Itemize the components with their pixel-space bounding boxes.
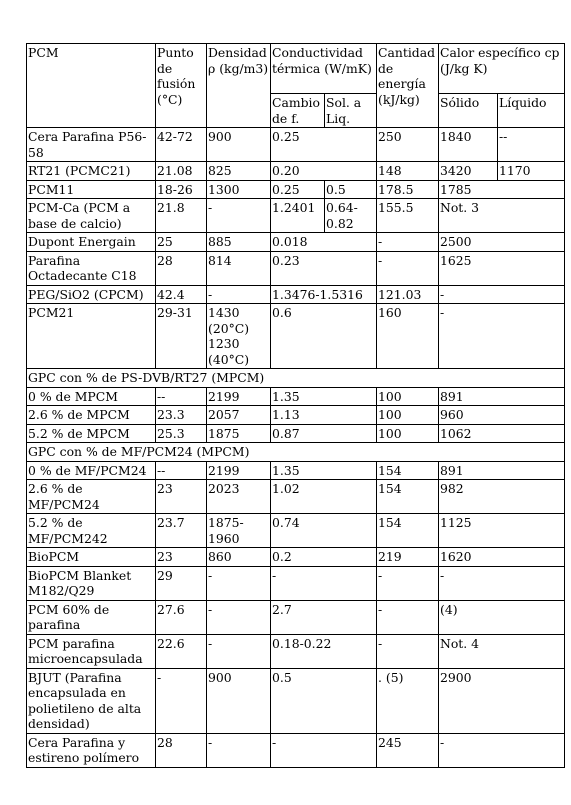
cell-specific-heat: 960 xyxy=(439,406,565,425)
cell-density: - xyxy=(207,199,271,233)
table-row xyxy=(27,128,565,162)
cell-fusion: 23.3 xyxy=(156,406,207,425)
cell-pcm-name: Dupont Energain xyxy=(27,233,156,252)
header-cond-change: Cambio de f. xyxy=(271,94,325,128)
table-row xyxy=(27,548,565,567)
header-solid: Sólido xyxy=(439,94,498,128)
cell-fusion: - xyxy=(156,668,207,733)
header-row xyxy=(27,44,565,94)
cell-conductivity: 1.35 xyxy=(271,387,377,406)
cell-energy: 160 xyxy=(377,304,439,369)
cell-fusion: 21.8 xyxy=(156,199,207,233)
cell-conductivity: - xyxy=(271,733,377,767)
cell-fusion: -- xyxy=(156,461,207,480)
cell-density: - xyxy=(207,285,271,304)
cell-energy: - xyxy=(377,600,439,634)
cell-conductivity: 1.35 xyxy=(271,461,377,480)
cell-pcm-name: BioPCM Blanket M182/Q29 xyxy=(27,566,156,600)
cell-energy: - xyxy=(377,634,439,668)
header-energy: Cantidad de energía (kJ/kg) xyxy=(377,44,439,128)
table-row xyxy=(27,480,565,514)
cell-conductivity: 1.13 xyxy=(271,406,377,425)
table-row xyxy=(27,285,565,304)
table-row xyxy=(27,406,565,425)
header-liquid: Líquido xyxy=(498,94,565,128)
cell-pcm-name: 0 % de MPCM xyxy=(27,387,156,406)
cell-cp-solid: 1840 xyxy=(439,128,498,162)
cell-density: 900 xyxy=(207,668,271,733)
cell-energy: 250 xyxy=(377,128,439,162)
cell-density: - xyxy=(207,566,271,600)
cell-specific-heat: 2500 xyxy=(439,233,565,252)
cell-density: 900 xyxy=(207,128,271,162)
cell-cp-solid: 3420 xyxy=(439,162,498,181)
table-row xyxy=(27,733,565,767)
cell-energy: - xyxy=(377,251,439,285)
cell-density: 814 xyxy=(207,251,271,285)
header-specific-heat: Calor específico cp (J/kg K) xyxy=(439,44,565,94)
table-row xyxy=(27,424,565,443)
cell-density: 1875-1960 xyxy=(207,514,271,548)
cell-fusion: 28 xyxy=(156,251,207,285)
cell-pcm-name: 5.2 % de MPCM xyxy=(27,424,156,443)
cell-fusion: 23.7 xyxy=(156,514,207,548)
cell-specific-heat: - xyxy=(439,566,565,600)
cell-specific-heat: 1625 xyxy=(439,251,565,285)
cell-fusion: 22.6 xyxy=(156,634,207,668)
cell-energy: 148 xyxy=(377,162,439,181)
cell-density: 860 xyxy=(207,548,271,567)
table-row xyxy=(27,162,565,181)
table-row xyxy=(27,514,565,548)
cell-specific-heat: 891 xyxy=(439,461,565,480)
cell-conductivity-sol: 0.5 xyxy=(325,180,377,199)
cell-specific-heat: 1125 xyxy=(439,514,565,548)
table-row xyxy=(27,566,565,600)
cell-conductivity: 0.6 xyxy=(271,304,377,369)
cell-specific-heat: Not. 4 xyxy=(439,634,565,668)
cell-specific-heat: 1785 xyxy=(439,180,565,199)
table-row xyxy=(27,180,565,199)
cell-pcm-name: 2.6 % de MF/PCM24 xyxy=(27,480,156,514)
table-row xyxy=(27,304,565,369)
cell-energy: 245 xyxy=(377,733,439,767)
cell-fusion: 21.08 xyxy=(156,162,207,181)
cell-pcm-name: 5.2 % de MF/PCM242 xyxy=(27,514,156,548)
cell-energy: 100 xyxy=(377,424,439,443)
cell-pcm-name: PCM21 xyxy=(27,304,156,369)
header-conductivity: Conductividad térmica (W/mK) xyxy=(271,44,377,94)
table-row xyxy=(27,251,565,285)
cell-cp-liquid: -- xyxy=(498,128,565,162)
table-row xyxy=(27,199,565,233)
header-cond-sol: Sol. a Liq. xyxy=(325,94,377,128)
section-title: GPC con % de MF/PCM24 (MPCM) xyxy=(27,443,565,462)
cell-conductivity: 0.20 xyxy=(271,162,377,181)
cell-conductivity: 0.5 xyxy=(271,668,377,733)
cell-cp-liquid: 1170 xyxy=(498,162,565,181)
cell-energy: 219 xyxy=(377,548,439,567)
cell-density: 2023 xyxy=(207,480,271,514)
cell-pcm-name: 2.6 % de MPCM xyxy=(27,406,156,425)
cell-specific-heat: - xyxy=(439,304,565,369)
cell-conductivity-change: 0.25 xyxy=(271,180,325,199)
cell-specific-heat: 891 xyxy=(439,387,565,406)
cell-fusion: 29 xyxy=(156,566,207,600)
cell-energy: - xyxy=(377,566,439,600)
cell-density: 2199 xyxy=(207,387,271,406)
cell-conductivity: 0.87 xyxy=(271,424,377,443)
header-pcm: PCM xyxy=(27,44,156,128)
section-row xyxy=(27,443,565,462)
cell-pcm-name: BioPCM xyxy=(27,548,156,567)
cell-pcm-name: PCM-Ca (PCM a base de calcio) xyxy=(27,199,156,233)
cell-specific-heat: 1620 xyxy=(439,548,565,567)
cell-density: 885 xyxy=(207,233,271,252)
cell-fusion: 42-72 xyxy=(156,128,207,162)
cell-conductivity: 0.18-0.22 xyxy=(271,634,377,668)
cell-conductivity: 1.3476-1.5316 xyxy=(271,285,377,304)
cell-specific-heat: (4) xyxy=(439,600,565,634)
table-row xyxy=(27,634,565,668)
cell-fusion: 25 xyxy=(156,233,207,252)
cell-pcm-name: PEG/SiO2 (CPCM) xyxy=(27,285,156,304)
section-row xyxy=(27,369,565,388)
cell-pcm-name: PCM parafina microencapsulada xyxy=(27,634,156,668)
table-row xyxy=(27,600,565,634)
cell-fusion: 25.3 xyxy=(156,424,207,443)
cell-energy: 100 xyxy=(377,406,439,425)
table-row xyxy=(27,461,565,480)
cell-fusion: 42.4 xyxy=(156,285,207,304)
cell-conductivity: 0.018 xyxy=(271,233,377,252)
cell-fusion: 27.6 xyxy=(156,600,207,634)
cell-conductivity: 0.23 xyxy=(271,251,377,285)
table-row xyxy=(27,668,565,733)
cell-density: - xyxy=(207,600,271,634)
cell-pcm-name: PCM 60% de parafina xyxy=(27,600,156,634)
cell-density: 2057 xyxy=(207,406,271,425)
cell-conductivity: 1.02 xyxy=(271,480,377,514)
cell-conductivity: 0.25 xyxy=(271,128,377,162)
section-title: GPC con % de PS-DVB/RT27 (MPCM) xyxy=(27,369,565,388)
cell-pcm-name: RT21 (PCMC21) xyxy=(27,162,156,181)
header-density: Densidad ρ (kg/m3) xyxy=(207,44,271,128)
cell-fusion: 18-26 xyxy=(156,180,207,199)
cell-pcm-name: BJUT (Parafina encapsulada en polietileno de alta densidad) xyxy=(27,668,156,733)
cell-conductivity-sol: 0.64-0.82 xyxy=(325,199,377,233)
cell-fusion: 23 xyxy=(156,480,207,514)
cell-conductivity-change: 1.2401 xyxy=(271,199,325,233)
cell-conductivity: 0.74 xyxy=(271,514,377,548)
cell-fusion: 23 xyxy=(156,548,207,567)
cell-energy: 178.5 xyxy=(377,180,439,199)
cell-pcm-name: Parafina Octadecante C18 xyxy=(27,251,156,285)
cell-energy: 154 xyxy=(377,461,439,480)
cell-specific-heat: 1062 xyxy=(439,424,565,443)
cell-density: 825 xyxy=(207,162,271,181)
cell-specific-heat: - xyxy=(439,733,565,767)
cell-specific-heat: Not. 3 xyxy=(439,199,565,233)
cell-density: - xyxy=(207,733,271,767)
cell-fusion: -- xyxy=(156,387,207,406)
cell-energy: - xyxy=(377,233,439,252)
table-row xyxy=(27,233,565,252)
cell-density: 1430 (20°C) 1230 (40°C) xyxy=(207,304,271,369)
cell-conductivity: - xyxy=(271,566,377,600)
cell-density: 1300 xyxy=(207,180,271,199)
cell-energy: 100 xyxy=(377,387,439,406)
cell-conductivity: 2.7 xyxy=(271,600,377,634)
cell-density: 2199 xyxy=(207,461,271,480)
cell-density: - xyxy=(207,634,271,668)
cell-pcm-name: Cera Parafina P56-58 xyxy=(27,128,156,162)
pcm-properties-table xyxy=(26,43,565,768)
cell-energy: . (5) xyxy=(377,668,439,733)
cell-pcm-name: 0 % de MF/PCM24 xyxy=(27,461,156,480)
cell-energy: 155.5 xyxy=(377,199,439,233)
cell-pcm-name: PCM11 xyxy=(27,180,156,199)
cell-energy: 121.03 xyxy=(377,285,439,304)
cell-fusion: 28 xyxy=(156,733,207,767)
cell-fusion: 29-31 xyxy=(156,304,207,369)
header-fusion: Punto de fusión (°C) xyxy=(156,44,207,128)
cell-pcm-name: Cera Parafina y estireno polímero xyxy=(27,733,156,767)
cell-conductivity: 0.2 xyxy=(271,548,377,567)
cell-energy: 154 xyxy=(377,514,439,548)
cell-specific-heat: 982 xyxy=(439,480,565,514)
table-row xyxy=(27,387,565,406)
cell-density: 1875 xyxy=(207,424,271,443)
cell-specific-heat: - xyxy=(439,285,565,304)
cell-energy: 154 xyxy=(377,480,439,514)
cell-specific-heat: 2900 xyxy=(439,668,565,733)
